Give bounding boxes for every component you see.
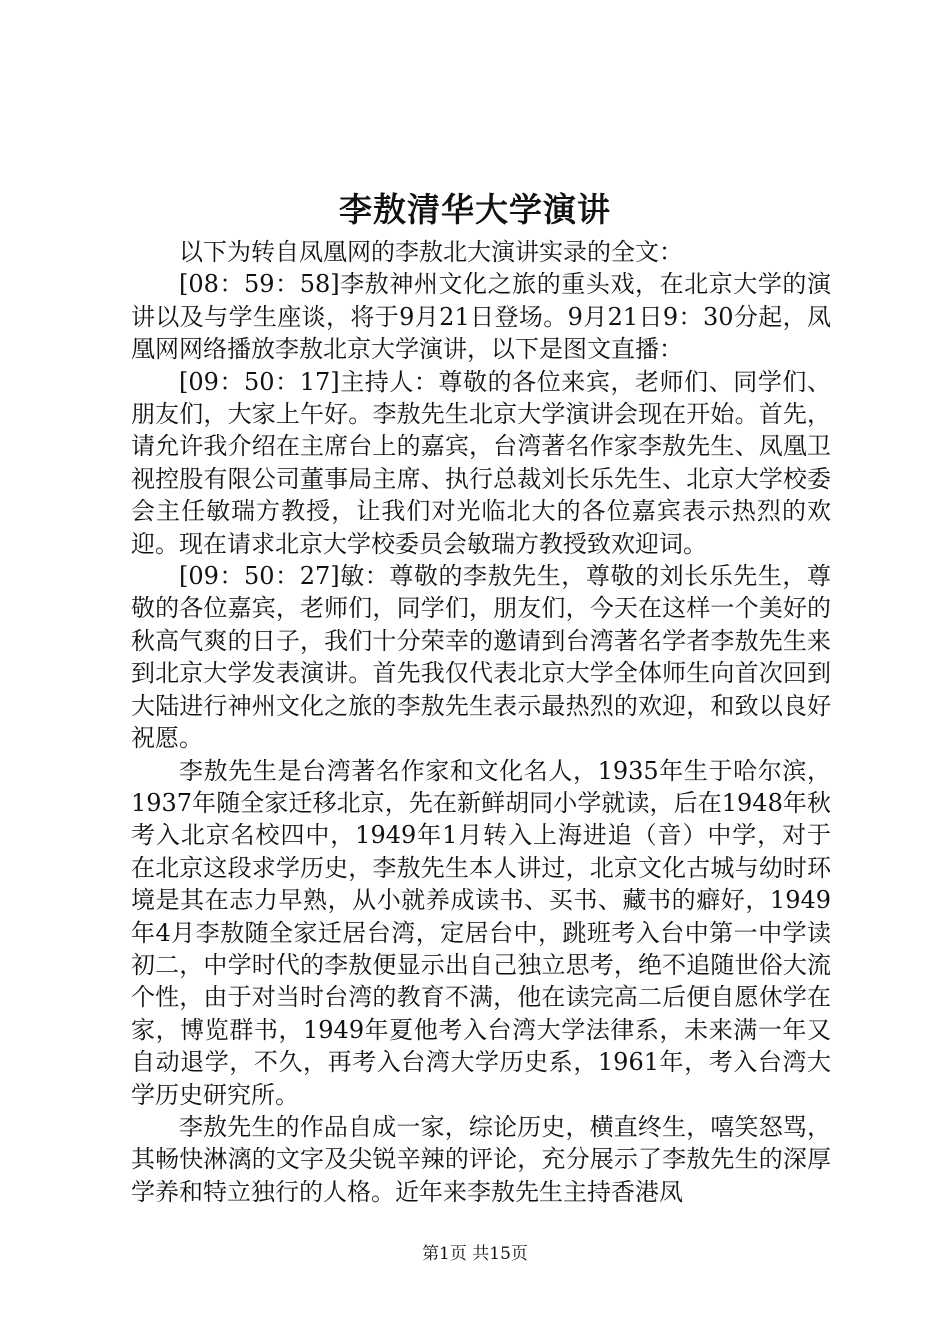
document-body — [131, 236, 831, 1208]
paragraph: 李敖先生的作品自成一家，综论历史，横直终生，嘻笑怒骂，其畅快淋漓的文字及尖锐辛辣的评论，充分展示了李敖先生的深厚学养和特立独行的人格。近年来李敖先生主持香港凤 — [131, 1112, 831, 1206]
paragraph: 以下为转自凤凰网的李敖北大演讲实录的全文： — [179, 238, 683, 266]
paragraph: [08：59：58]李敖神州文化之旅的重头戏，在北京大学的演讲以及与学生座谈，将于9月21日登场。9月21日9：30分起，凤凰网网络播放李敖北京大学演讲，以下是图文直播： — [131, 270, 831, 364]
page-number-footer: 第1页 共15页 — [422, 1244, 528, 1264]
paragraph: 李敖先生是台湾著名作家和文化名人，1935年生于哈尔滨，1937年随全家迁移北京，先在新鲜胡同小学就读，后在1948年秋考入北京名校四中，1949年1月转入上海进追（音）中学，对于在北京这段求学历史，李敖先生本人讲过，北京文化古城与幼时环境是其在志力早熟，从小就养成读书、买书、藏书的癖好，1949年4月李敖随全家迁居台湾，定居台中，跳班考入台中第一中学读初二，中学时代的李敖便显示出自己独立思考，绝不追随世俗大流个性，由于对当时台湾的教育不满，他在读完高二后便自愿休学在家，博览群书，1949年夏他考入台湾大学法律系，未来满一年又自动退学，不久，再考入台湾大学历史系，1961年，考入台湾大学历史研究所。 — [131, 756, 831, 1109]
document-title: 李敖清华大学演讲 — [339, 190, 611, 229]
paragraph: [09：50：27]敏：尊敬的李敖先生，尊敬的刘长乐先生，尊敬的各位嘉宾，老师们，同学们，朋友们，今天在这样一个美好的秋高气爽的日子，我们十分荣幸的邀请到台湾著名学者李敖先生来到北京大学发表演讲。首先我仅代表北京大学全体师生向首次回到大陆进行神州文化之旅的李敖先生表示最热烈的欢迎，和致以良好祝愿。 — [131, 562, 831, 753]
paragraph: [09：50：17]主持人：尊敬的各位来宾，老师们、同学们、朋友们，大家上午好。李敖先生北京大学演讲会现在开始。首先，请允许我介绍在主席台上的嘉宾，台湾著名作家李敖先生、凤凰卫视控股有限公司董事局主席、执行总裁刘长乐先生、北京大学校委会主任敏瑞方教授，让我们对光临北大的各位嘉宾表示热烈的欢迎。现在请求北京大学校委员会敏瑞方教授致欢迎词。 — [131, 367, 831, 558]
